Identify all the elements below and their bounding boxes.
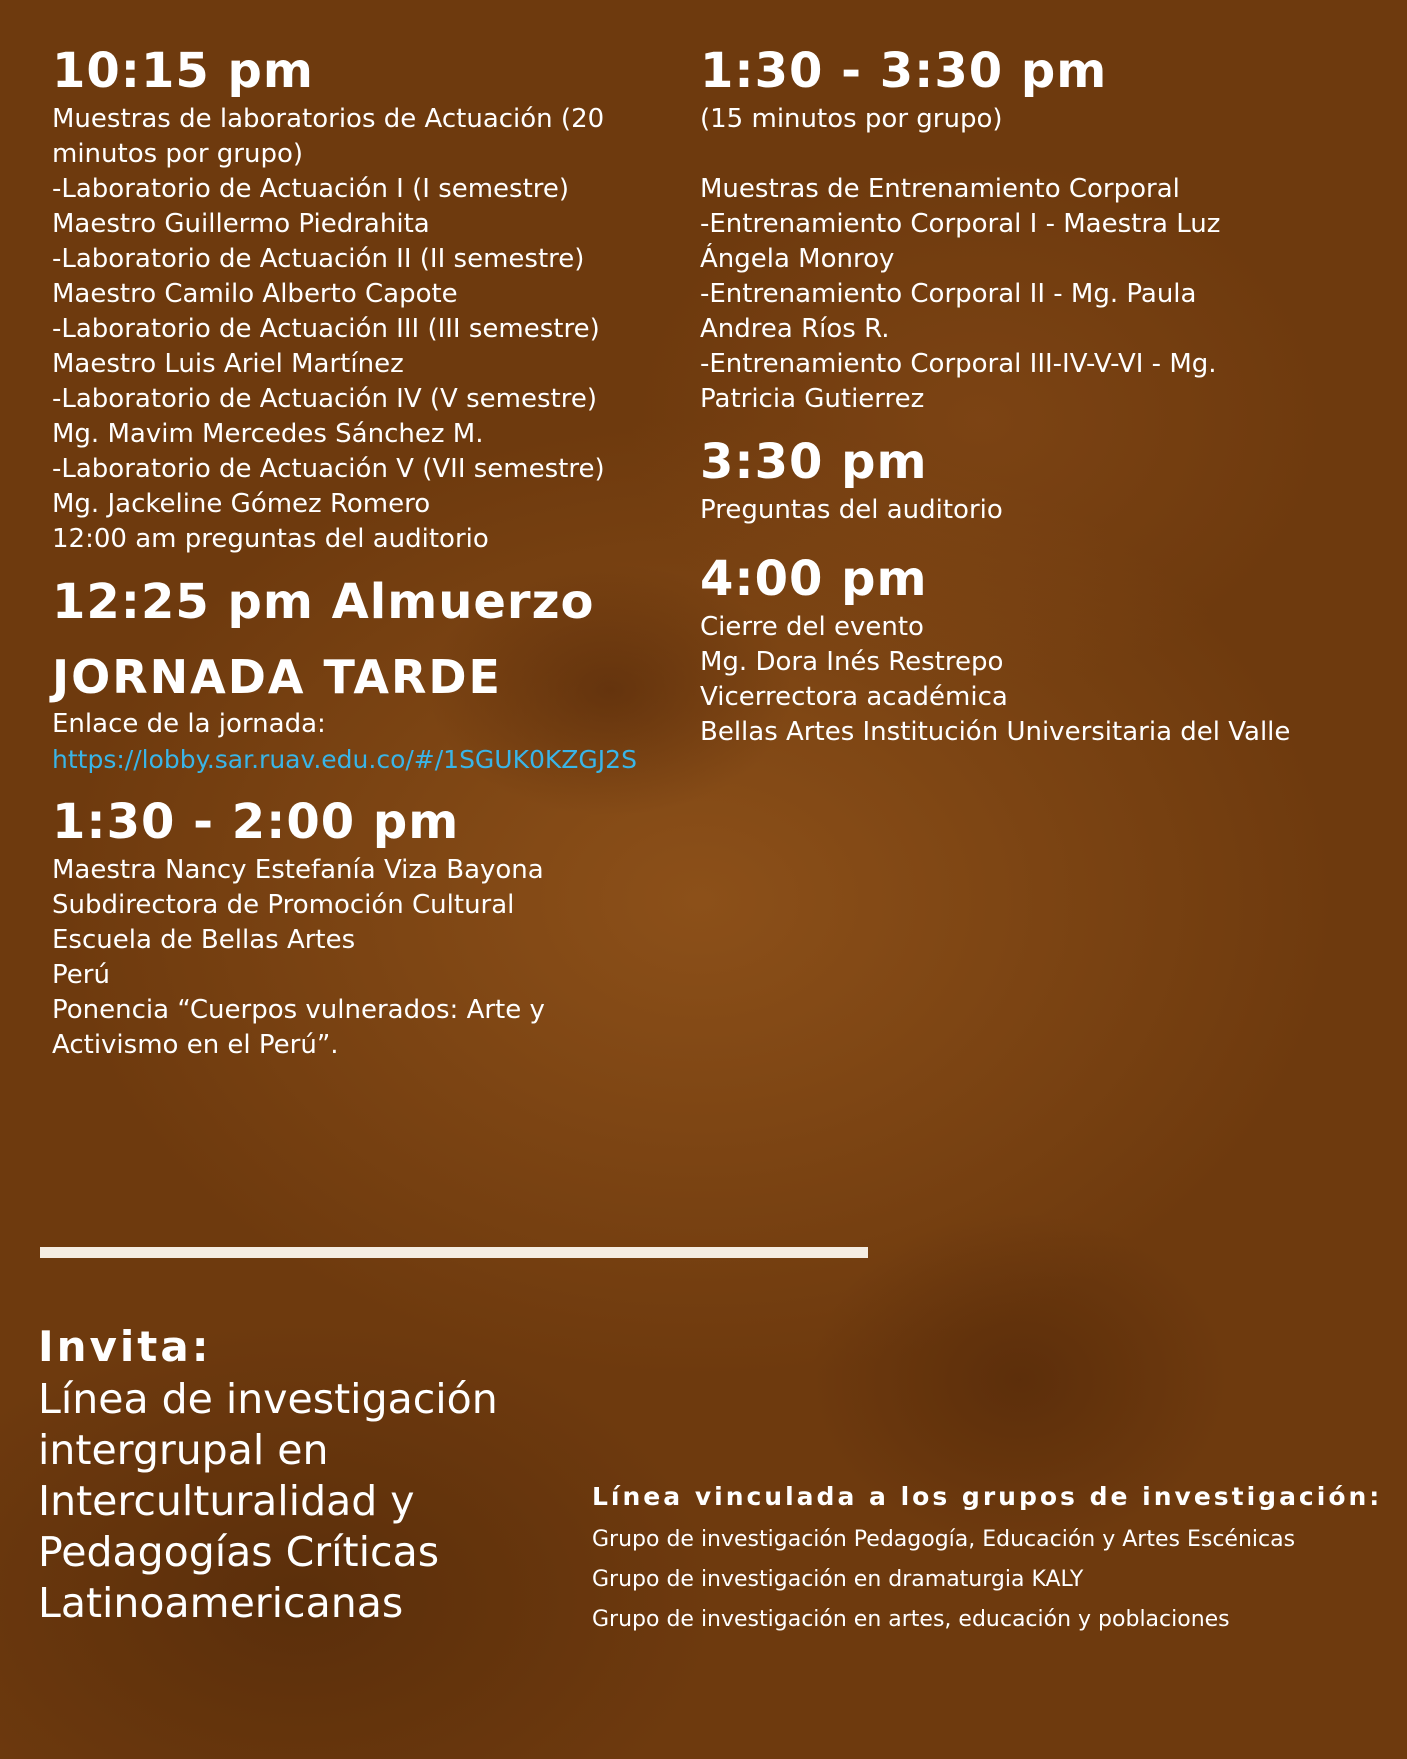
closing-line: Cierre del evento — [700, 612, 924, 642]
keynote-line: Ponencia “Cuerpos vulnerados: Arte y — [52, 995, 545, 1025]
body-training-block — [700, 172, 1400, 417]
closing-line: Bellas Artes Institución Universitaria del Valle — [700, 717, 1291, 747]
body-training-line: Ángela Monroy — [700, 244, 895, 274]
acting-lab-line: -Laboratorio de Actuación V (VII semestre) — [52, 454, 605, 484]
acting-lab-line: Maestro Guillermo Piedrahita — [52, 209, 430, 239]
acting-lab-block — [52, 102, 672, 557]
time-130-330: 1:30 - 3:30 pm — [700, 43, 1108, 99]
acting-lab-line: -Laboratorio de Actuación IV (V semestre) — [52, 384, 597, 414]
divider — [40, 1247, 868, 1258]
closing-line: Mg. Dora Inés Restrepo — [700, 647, 1004, 677]
time-130-200: 1:30 - 2:00 pm — [52, 794, 460, 850]
acting-lab-line: Maestro Luis Ariel Martínez — [52, 349, 404, 379]
group-item: Grupo de investigación en dramaturgia KALY — [592, 1567, 1084, 1592]
acting-lab-line: -Laboratorio de Actuación II (II semestre) — [52, 244, 585, 274]
acting-lab-line: Mg. Jackeline Gómez Romero — [52, 489, 431, 519]
closing-line: Vicerrectora académica — [700, 682, 1008, 712]
closing-block — [700, 610, 1400, 750]
body-training-line: -Entrenamiento Corporal III-IV-V-VI - Mg. — [700, 349, 1217, 379]
keynote-line: Perú — [52, 960, 110, 990]
keynote-line: Subdirectora de Promoción Cultural — [52, 890, 515, 920]
invite-title: Invita: — [38, 1322, 212, 1371]
acting-lab-line: Muestras de laboratorios de Actuación (20 — [52, 104, 605, 134]
invite-line: Interculturalidad y — [38, 1477, 415, 1525]
invite-line: Línea de investigación — [38, 1375, 498, 1423]
invite-line: intergrupal en — [38, 1426, 329, 1474]
body-training-line: -Entrenamiento Corporal II - Mg. Paula — [700, 279, 1197, 309]
group-item: Grupo de investigación en artes, educación y poblaciones — [592, 1607, 1230, 1632]
acting-lab-line: -Laboratorio de Actuación III (III semestre) — [52, 314, 600, 344]
group-item: Grupo de investigación Pedagogía, Educación y Artes Escénicas — [592, 1527, 1296, 1552]
acting-lab-line: minutos por grupo) — [52, 139, 304, 169]
time-330: 3:30 pm — [700, 434, 928, 490]
groups-title: Línea vinculada a los grupos de investigación: — [592, 1482, 1383, 1511]
session-link-label: Enlace de la jornada: — [52, 709, 326, 739]
acting-lab-line: Mg. Mavim Mercedes Sánchez M. — [52, 419, 484, 449]
body-training-line: Andrea Ríos R. — [700, 314, 890, 344]
afternoon-title: JORNADA TARDE — [52, 650, 502, 704]
session-link[interactable]: https://lobby.sar.ruav.edu.co/#/1SGUK0KZGJ2S — [52, 745, 637, 774]
research-groups — [592, 1480, 1392, 1640]
acting-lab-line: -Laboratorio de Actuación I (I semestre) — [52, 174, 570, 204]
body-training-line: Muestras de Entrenamiento Corporal — [700, 174, 1180, 204]
keynote-line: Activismo en el Perú”. — [52, 1030, 339, 1060]
time-400: 4:00 pm — [700, 551, 928, 607]
left-column — [52, 40, 672, 1063]
invite-line: Pedagogías Críticas — [38, 1528, 440, 1576]
lunch-heading: 12:25 pm Almuerzo — [52, 574, 595, 630]
keynote-line: Maestra Nancy Estefanía Viza Bayona — [52, 855, 544, 885]
time-note: (15 minutos por grupo) — [700, 104, 1003, 134]
questions-line: Preguntas del auditorio — [700, 495, 1003, 525]
acting-lab-line: 12:00 am preguntas del auditorio — [52, 524, 489, 554]
acting-lab-line: Maestro Camilo Alberto Capote — [52, 279, 458, 309]
body-training-line: Patricia Gutierrez — [700, 384, 925, 414]
keynote-line: Escuela de Bellas Artes — [52, 925, 356, 955]
invite-block — [38, 1320, 558, 1629]
right-column — [700, 40, 1400, 750]
invite-line: Latinoamericanas — [38, 1579, 404, 1627]
body-training-line: -Entrenamiento Corporal I - Maestra Luz — [700, 209, 1221, 239]
time-1015: 10:15 pm — [52, 43, 314, 99]
keynote-block — [52, 853, 672, 1063]
